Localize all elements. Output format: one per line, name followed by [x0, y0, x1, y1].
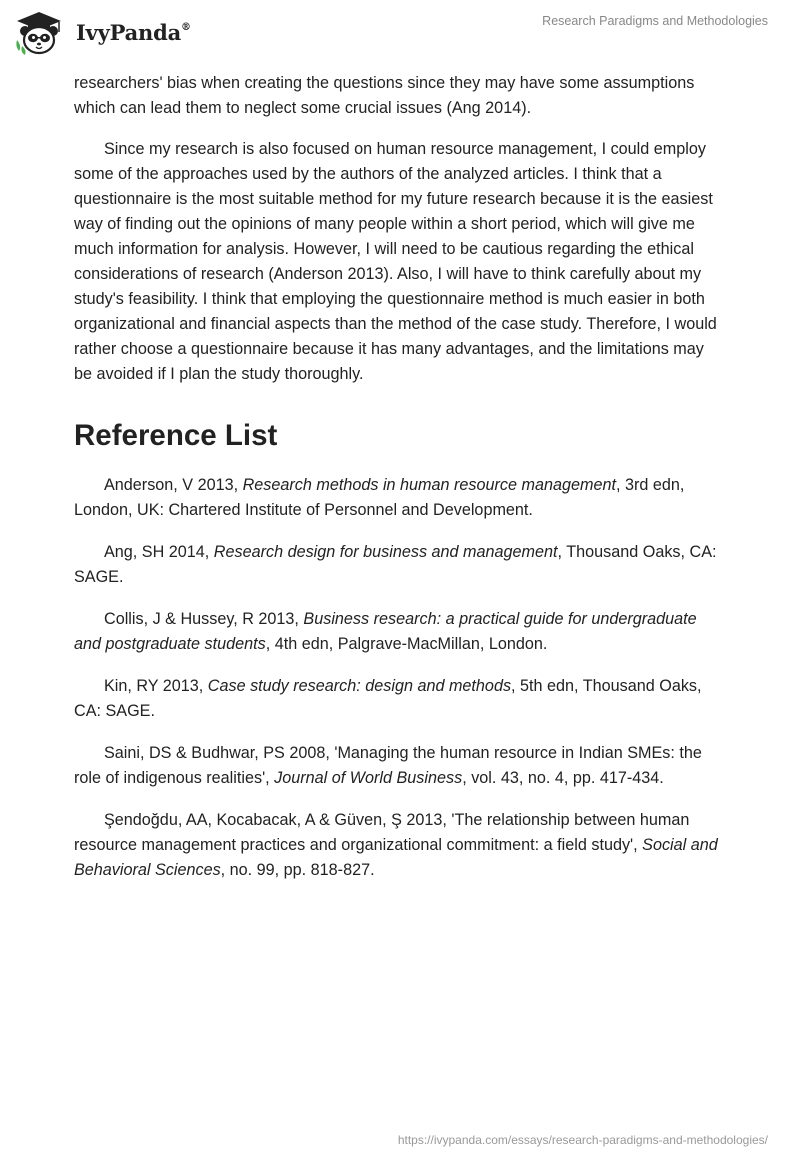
page-header [0, 0, 800, 66]
reference-item: Collis, J & Hussey, R 2013, Business research: a practical guide for undergraduate and postgraduate students, 4th edn, Palgrave-MacMillan, London. [74, 610, 697, 653]
reference-list-heading: Reference List [74, 419, 278, 452]
body-paragraph-1: researchers' bias when creating the questions since they may have some assumptions which can lead them to neglect some crucial issues (Ang 2014). [74, 74, 695, 117]
brand-name: IvyPanda® [76, 20, 191, 45]
reference-item: Saini, DS & Budhwar, PS 2008, 'Managing the human resource in Indian SMEs: the role of indigenous realities', Journal of World Business, vol. 43, no. 4, pp. 417-434. [74, 744, 702, 787]
body-paragraph-2: Since my research is also focused on human resource management, I could employ some of the approaches used by the authors of the analyzed articles. I think that a questionnaire is the most suitable method for my future research because it is the easiest way of finding out the opinions of many people within a short period, which will give me much information for analysis. However, I will need to be cautious regarding the ethical considerations of research (Anderson 2013). Also, I will have to think carefully about my study's feasibility. I think that employing the questionnaire method is much easier in both organizational and financial aspects than the method of the case study. Therefore, I would rather choose a questionnaire because it has many advantages, and the limitations may be avoided if I plan the study thoroughly. [74, 140, 717, 383]
essay-content [74, 71, 726, 900]
reference-item: Anderson, V 2013, Research methods in human resource management, 3rd edn, London, UK: Chartered Institute of Personnel and Development. [74, 476, 685, 519]
panda-graduate-icon [14, 10, 64, 56]
document-title: Research Paradigms and Methodologies [542, 14, 768, 28]
reference-item: Kin, RY 2013, Case study research: design and methods, 5th edn, Thousand Oaks, CA: SAGE. [74, 677, 702, 720]
reference-item: Ang, SH 2014, Research design for business and management, Thousand Oaks, CA: SAGE. [74, 543, 717, 586]
reference-item: Şendoğdu, AA, Kocabacak, A & Güven, Ş 2013, 'The relationship between human resource management practices and organizational commitment: a field study', Social and Behavioral Sciences, no. 99, pp. 818-827. [74, 811, 718, 879]
reference-list [74, 473, 726, 883]
source-url[interactable]: https://ivypanda.com/essays/research-paradigms-and-methodologies/ [397, 1133, 768, 1147]
ivypanda-logo[interactable] [14, 10, 204, 56]
